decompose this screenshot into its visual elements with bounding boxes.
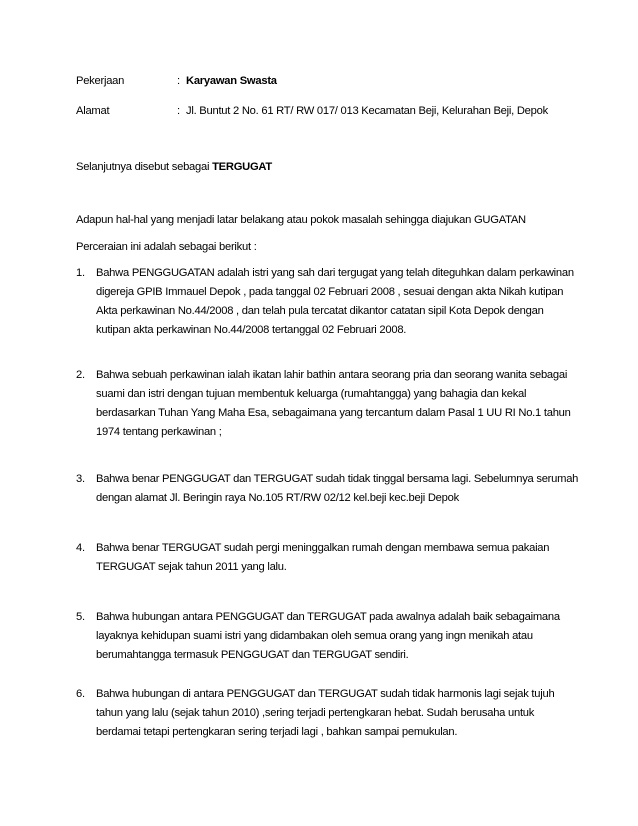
- field-colon: :: [177, 105, 180, 117]
- item-line: berdamai tetapi pertengkaran sering terjadi lagi , bahkan sampai pemukulan.: [96, 726, 458, 738]
- item-text: [96, 539, 588, 577]
- item-line: layaknya kehidupan suami istri yang didambakan oleh semua orang yang ingn menikah atau: [96, 630, 533, 642]
- item-line: Bahwa PENGGUGATAN adalah istri yang sah dari tergugat yang telah diteguhkan dalam perkawinan: [96, 267, 574, 279]
- item-line: Bahwa hubungan di antara PENGGUGAT dan TERGUGAT sudah tidak harmonis lagi sejak tujuh: [96, 688, 555, 700]
- list-item: [76, 470, 588, 508]
- item-text: [96, 470, 588, 508]
- list-item: [76, 608, 588, 665]
- item-line: TERGUGAT sejak tahun 2011 yang lalu.: [96, 561, 287, 573]
- item-text: [96, 685, 588, 742]
- designation-prefix: Selanjutnya disebut sebagai: [76, 161, 213, 173]
- item-number: 1.: [76, 267, 85, 279]
- item-text: [96, 608, 588, 665]
- item-line: Bahwa benar TERGUGAT sudah pergi meninggalkan rumah dengan membawa semua pakaian: [96, 542, 550, 554]
- field-label: Alamat: [76, 105, 110, 117]
- field-colon: :: [177, 75, 180, 87]
- list-item: [76, 685, 588, 742]
- item-text: [96, 366, 588, 442]
- item-number: 3.: [76, 473, 85, 485]
- item-number: 2.: [76, 369, 85, 381]
- field-pekerjaan: [76, 73, 598, 89]
- item-line: berumahtangga termasuk PENGGUGAT dan TERGUGAT sendiri.: [96, 649, 409, 661]
- item-line: Bahwa benar PENGGUGAT dan TERGUGAT sudah tidak tinggal bersama lagi. Sebelumnya serumah: [96, 473, 579, 485]
- item-text: [96, 264, 588, 340]
- item-number: 5.: [76, 611, 85, 623]
- item-line: kutipan akta perkawinan No.44/2008 tertanggal 02 Februari 2008.: [96, 324, 407, 336]
- item-line: dengan alamat Jl. Beringin raya No.105 RT/RW 02/12 kel.beji kec.beji Depok: [96, 492, 459, 504]
- item-line: Bahwa hubungan antara PENGGUGAT dan TERGUGAT pada awalnya adalah baik sebagaimana: [96, 611, 560, 623]
- item-line: Akta perkawinan No.44/2008 , dan telah pula tercatat dikantor catatan sipil Kota Depok dengan: [96, 305, 544, 317]
- field-alamat: [76, 103, 598, 119]
- item-number: 4.: [76, 542, 85, 554]
- list-item: [76, 539, 588, 577]
- intro-line-1: Adapun hal-hal yang menjadi latar belakang atau pokok masalah sehingga diajukan GUGATAN: [76, 214, 526, 226]
- designation-term: TERGUGAT: [212, 161, 273, 173]
- field-value: Karyawan Swasta: [186, 75, 277, 87]
- item-line: tahun yang lalu (sejak tahun 2010) ,sering terjadi pertengkaran hebat. Sudah berusaha untuk: [96, 707, 535, 719]
- list-item: [76, 366, 588, 442]
- list-item: [76, 264, 588, 340]
- item-line: 1974 tentang perkawinan ;: [96, 426, 222, 438]
- item-line: suami dan istri dengan tujuan membentuk keluarga (rumahtangga) yang bahagia dan kekal: [96, 388, 527, 400]
- intro-line-2: Perceraian ini adalah sebagai berikut :: [76, 241, 257, 253]
- item-number: 6.: [76, 688, 85, 700]
- item-line: berdasarkan Tuhan Yang Maha Esa, sebagaimana yang tercantum dalam Pasal 1 UU RI No.1 tahun: [96, 407, 571, 419]
- field-label: Pekerjaan: [76, 75, 125, 87]
- item-line: digereja GPIB Immauel Depok , pada tanggal 02 Februari 2008 , sesuai dengan akta Nikah kutipan: [96, 286, 564, 298]
- tergugat-designation: [76, 159, 598, 175]
- field-value: Jl. Buntut 2 No. 61 RT/ RW 017/ 013 Kecamatan Beji, Kelurahan Beji, Depok: [186, 105, 548, 117]
- item-line: Bahwa sebuah perkawinan ialah ikatan lahir bathin antara seorang pria dan seorang wanita sebagai: [96, 369, 568, 381]
